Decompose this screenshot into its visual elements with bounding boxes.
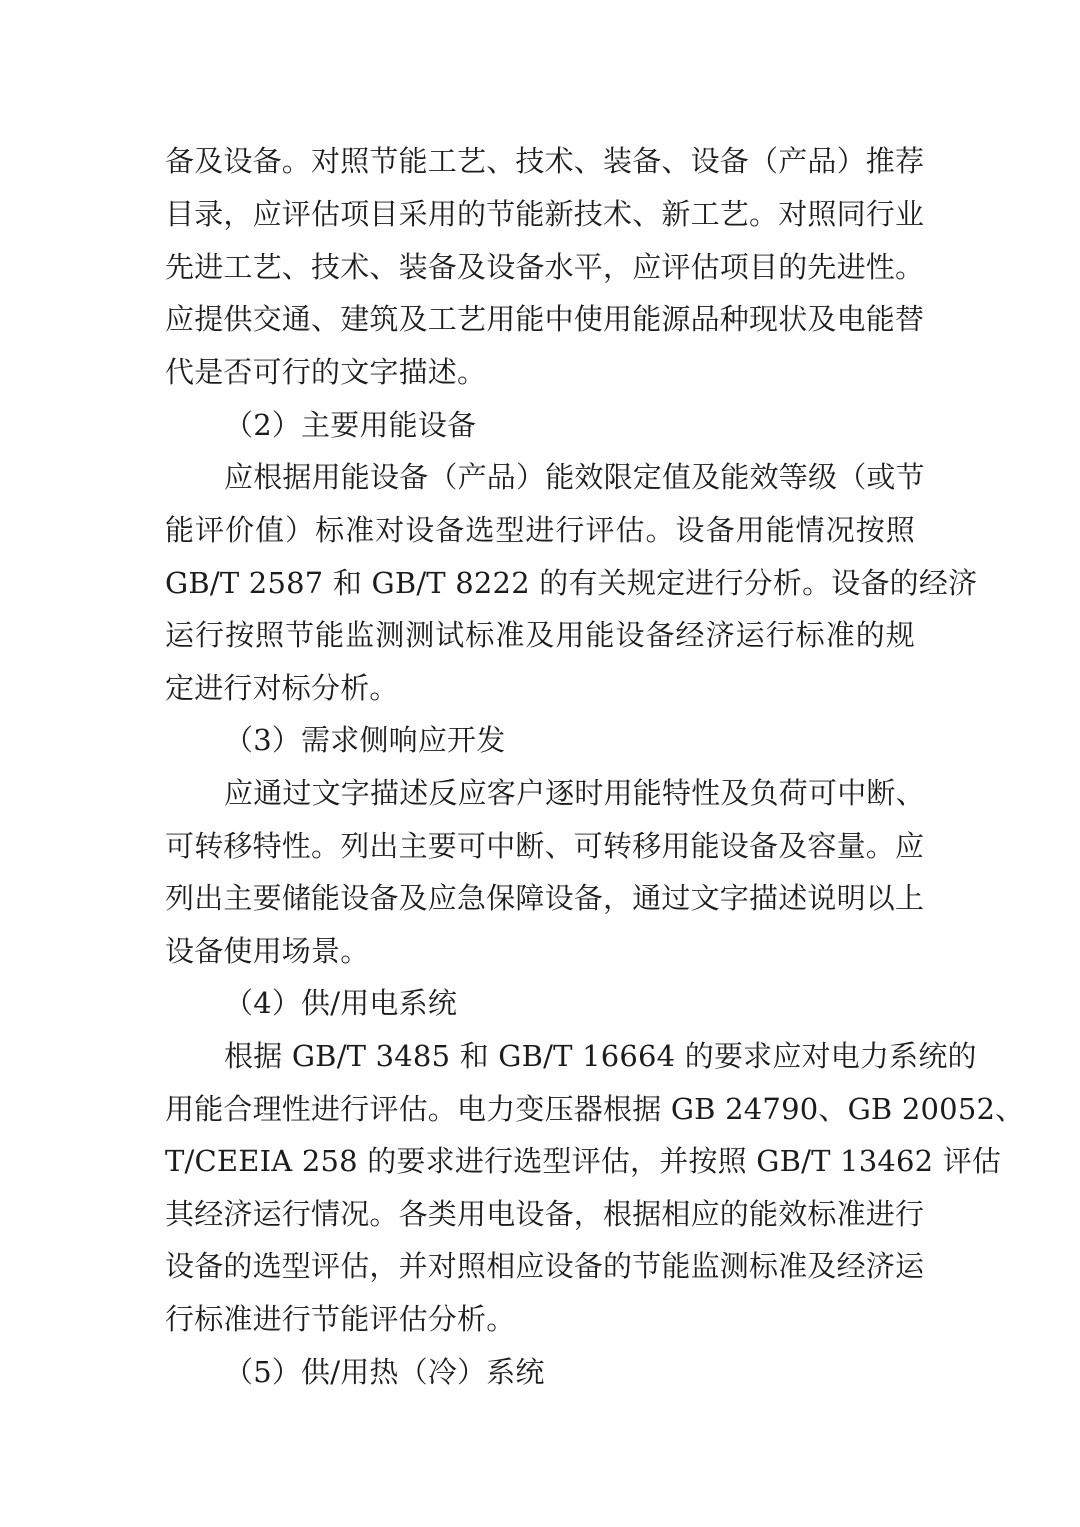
paragraph-line: T/CEEIA 258 的要求进行选型评估，并按照 GB/T 13462 评估 [165, 1144, 1002, 1178]
paragraph-line: 目录，应评估项目采用的节能新技术、新工艺。对照同行业 [165, 197, 925, 231]
paragraph-line: 能评价值）标准对设备选型进行评估。设备用能情况按照 [165, 513, 915, 547]
paragraph-line: 定进行对标分析。 [165, 671, 399, 705]
paragraph-line: 列出主要储能设备及应急保障设备，通过文字描述说明以上 [165, 881, 925, 915]
paragraph-line: 运行按照节能监测测试标准及用能设备经济运行标准的规 [165, 618, 915, 652]
paragraph-line: 应通过文字描述反应客户逐时用能特性及负荷可中断、 [224, 776, 925, 810]
paragraph-line: 代是否可行的文字描述。 [165, 355, 487, 389]
paragraph-line: GB/T 2587 和 GB/T 8222 的有关规定进行分析。设备的经济 [165, 566, 978, 600]
section-heading: （4）供/用电系统 [224, 986, 458, 1020]
paragraph-line: 用能合理性进行评估。电力变压器根据 GB 24790、GB 20052、 [165, 1092, 1025, 1126]
paragraph-line: 备及设备。对照节能工艺、技术、装备、设备（产品）推荐 [165, 144, 925, 178]
paragraph-line: 设备的选型评估，并对照相应设备的节能监测标准及经济运 [165, 1249, 925, 1283]
paragraph-line: 行标准进行节能评估分析。 [165, 1302, 516, 1336]
paragraph-line: 根据 GB/T 3485 和 GB/T 16664 的要求应对电力系统的 [224, 1039, 977, 1073]
section-heading: （2）主要用能设备 [224, 408, 477, 442]
paragraph-line: 其经济运行情况。各类用电设备，根据相应的能效标准进行 [165, 1197, 925, 1231]
paragraph-line: 应根据用能设备（产品）能效限定值及能效等级（或节 [224, 460, 925, 494]
paragraph-line: 设备使用场景。 [165, 934, 370, 968]
paragraph-line: 先进工艺、技术、装备及设备水平，应评估项目的先进性。 [165, 250, 925, 284]
section-heading: （3）需求侧响应开发 [224, 723, 506, 757]
paragraph-line: 可转移特性。列出主要可中断、可转移用能设备及容量。应 [165, 829, 925, 863]
paragraph-line: 应提供交通、建筑及工艺用能中使用能源品种现状及电能替 [165, 302, 925, 336]
section-heading: （5）供/用热（冷）系统 [224, 1355, 545, 1389]
